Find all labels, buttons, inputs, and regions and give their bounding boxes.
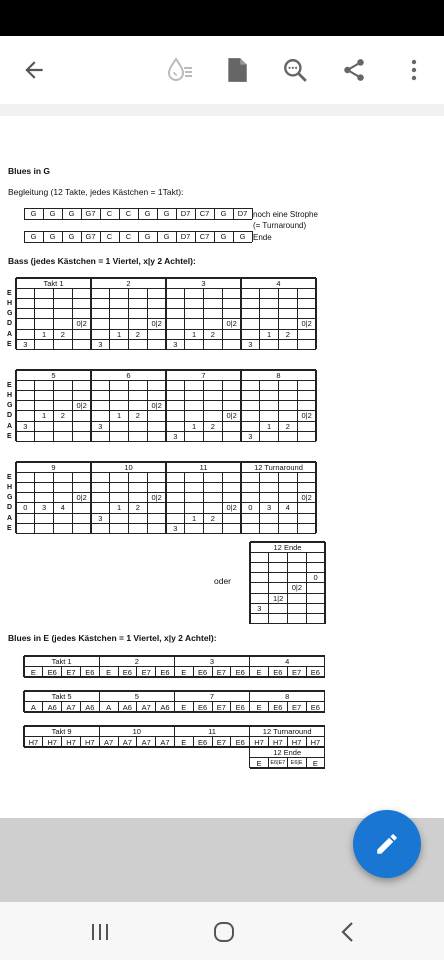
bass-row-1-note: 3	[248, 339, 253, 349]
bass-row-2-vline	[278, 380, 279, 441]
bass-row-1-string-label: D	[7, 320, 13, 328]
bass-row-2-note: 2	[135, 411, 140, 421]
bass-row-1-measure-label: Takt 1	[43, 278, 64, 288]
bass-row-3-measure-label: 9	[51, 462, 56, 472]
bass-row-1-vline	[278, 288, 279, 349]
bass-row-1-note: 0|2	[301, 319, 312, 329]
bass-row-2-note: 2	[60, 411, 65, 421]
e-row-1-cell: E7	[141, 667, 151, 677]
bass-row-2-measure-label: 6	[126, 370, 131, 380]
bass-row-1-note: 2	[60, 329, 65, 339]
e-ende-cell: E	[312, 759, 318, 768]
chord-row-1-cell: G	[68, 209, 75, 218]
bass-row-2-string-label: H	[7, 391, 13, 399]
e-row-2-measure-label: 5	[134, 691, 139, 701]
bass-row-3-measure-label: 12 Turnaround	[254, 462, 303, 472]
e-row-2-cell: A	[30, 702, 36, 712]
bass-row-1-note: 3	[23, 339, 28, 349]
bass-row-2-note: 1	[42, 411, 47, 421]
bass-row-1-note: 1	[117, 329, 122, 339]
bass-row-2-note: 0|2	[226, 411, 237, 421]
e-row-2-cell: E6	[273, 702, 283, 712]
chord-row-2-cell: G	[68, 232, 75, 241]
bass-row-1-note: 1	[267, 329, 272, 339]
bass-row-3-measure-label: 10	[124, 462, 133, 472]
bass-row-1-vline	[165, 278, 166, 349]
e-row-3-measure-label: 12 Turnaround	[262, 726, 312, 736]
e-row-2-cell: E6	[310, 702, 320, 712]
e-row-3-cell: H7	[254, 737, 264, 747]
bass-row-1-note: 3	[173, 339, 178, 349]
chord-row-1-cell: G	[144, 209, 151, 218]
bass-row-1-string-label: E	[7, 340, 12, 348]
ende-grid-note: 1|2	[272, 593, 284, 603]
bass-row-2-note: 2	[285, 421, 290, 431]
chord-row-1-cell: C	[106, 209, 113, 218]
share-icon[interactable]	[334, 50, 374, 90]
bass-row-1-vline	[240, 278, 241, 349]
arrow-left-icon[interactable]	[14, 50, 54, 90]
bass-row-2-vline	[203, 380, 204, 441]
bass-row-2-string-label: D	[7, 412, 13, 420]
e-row-3-cell: H7	[310, 737, 321, 747]
chord-row-2-cell: C	[106, 232, 113, 241]
chord-row-1-cell: C7	[199, 209, 210, 218]
e-ende-label: 12 Ende	[273, 747, 302, 757]
bass-row-2-note: 3	[98, 421, 103, 431]
bass-row-3-note: 3	[98, 513, 103, 523]
bass-row-1-vline	[90, 278, 91, 349]
bass-row-2-note: 3	[23, 421, 28, 431]
chord-row-2-cell: G	[49, 232, 56, 241]
e-row-1-cell: E	[256, 667, 262, 677]
chord-row-2-cell: G	[144, 232, 151, 241]
e-row-2-cell: A6	[85, 702, 95, 712]
bass-row-3-vline	[90, 462, 91, 533]
bass-row-1-note: 2	[135, 329, 140, 339]
bass-row-1-measure-label: 3	[201, 278, 206, 288]
ende-grid-vline	[268, 552, 269, 623]
bass-row-3-string-label: D	[7, 504, 13, 512]
e-row-3-cell: H7	[272, 737, 283, 747]
bass-row-2-string-label: E	[7, 432, 12, 440]
bass-row-2-vline	[165, 370, 166, 441]
bass-row-1-string-label: A	[7, 330, 13, 338]
bass-row-2-vline	[315, 370, 316, 441]
e-row-1-cell: E	[30, 667, 36, 677]
bass-row-3-note: 3	[42, 503, 47, 513]
e-row-2-cell: A7	[66, 702, 76, 712]
bass-row-2-note: 3	[173, 431, 178, 441]
chord-row-2-cell: G	[163, 232, 170, 241]
e-row-1-cell: E7	[216, 667, 226, 677]
reading-mode-icon[interactable]	[160, 50, 200, 90]
bass-row-2-vline	[15, 370, 16, 441]
chord-row-1-cell: C	[125, 209, 132, 218]
bass-row-3-vline	[203, 472, 204, 533]
e-row-3-cell: E	[181, 737, 187, 747]
bass-row-2-vline	[240, 370, 241, 441]
pdf-page	[0, 116, 444, 818]
bass-row-3-note: 0	[248, 503, 253, 513]
e-row-3-cell: A7	[160, 737, 170, 747]
bass-row-1-note: 1	[192, 329, 197, 339]
pencil-icon	[374, 831, 400, 857]
e-row-1-cell: E6	[310, 667, 320, 677]
bass-row-2-vline	[90, 370, 91, 441]
e-row-3-cell: H7	[47, 737, 57, 747]
e-row-1-cell: E6	[235, 667, 245, 677]
e-row-1-cell: E6	[85, 667, 95, 677]
chord-row-1-cell: G7	[85, 209, 96, 218]
document-icon[interactable]	[217, 50, 257, 90]
bass-row-3-vline	[165, 462, 166, 533]
e-row-3-cell: E7	[216, 737, 226, 747]
bass-row-3-note: 4	[285, 503, 290, 513]
bass-row-3-note: 0	[23, 503, 28, 513]
e-row-1-measure-label: 2	[134, 656, 139, 666]
bass-row-3-string-label: H	[7, 483, 13, 491]
e-row-2-cell: E7	[291, 702, 302, 712]
e-row-1-cell: E6	[160, 667, 170, 677]
bass-row-3-note: 2	[135, 503, 140, 513]
bass-row-2-measure-label: 5	[51, 370, 56, 380]
e-row-2-cell: A6	[122, 702, 132, 712]
bass-row-2-note: 0|2	[151, 401, 162, 411]
e-row-2-cell: A	[106, 702, 112, 712]
ende-grid-label: 12 Ende	[273, 542, 302, 552]
bass-row-2-note: 0|2	[301, 411, 312, 421]
chord-row-2-cell: C	[125, 232, 132, 241]
chord-row-2-cell: D7	[180, 232, 191, 241]
e-ende-cell: E	[256, 759, 262, 768]
e-row-2-cell: E7	[216, 702, 226, 712]
bass-row-2-string-label: E	[7, 381, 12, 389]
bass-row-2-note: 0|2	[76, 401, 87, 411]
ende-grid-note: 0|2	[291, 583, 303, 593]
bass-row-1-vline	[53, 288, 54, 349]
e-row-3-measure-label: 10	[132, 726, 141, 736]
e-row-3-measure-label: 11	[208, 726, 216, 736]
bass-row-1-vline	[203, 288, 204, 349]
bass-row-3-note: 0|2	[226, 503, 237, 513]
chord-row-2-cell: G	[30, 232, 37, 241]
back-icon[interactable]	[328, 916, 368, 948]
e-row-2-measure-label: Takt 5	[51, 691, 72, 701]
bass-row-1-note: 0|2	[76, 319, 87, 329]
e-row-1-cell: E6	[197, 667, 208, 677]
ende-grid-note: 3	[257, 603, 262, 613]
viewer-toolbar	[0, 36, 444, 104]
recent-apps-icon[interactable]	[80, 916, 120, 948]
bass-row-1-note: 2	[210, 329, 215, 339]
e-row-3-cell: H7	[291, 737, 302, 747]
bass-row-3-note: 1	[192, 513, 197, 523]
chord-row-1-cell: D7	[180, 209, 191, 218]
bass-row-3-measure-label: 11	[199, 462, 208, 472]
bass-row-1-string-label: H	[7, 299, 13, 307]
e-row-1-cell: E6	[273, 667, 283, 677]
bass-row-3-note: 2	[210, 513, 215, 523]
e-row-1-measure-label: Takt 1	[51, 656, 72, 666]
chord-row-2-cell: C7	[199, 232, 210, 241]
bass-row-2-measure-label: 7	[201, 370, 206, 380]
e-row-3-cell: A7	[122, 737, 132, 747]
e-row-2-measure-label: 7	[209, 691, 215, 701]
bass-row-3-string-label: E	[7, 473, 12, 481]
bass-row-1-note: 0|2	[151, 319, 162, 329]
e-row-2-cell: E	[181, 702, 187, 712]
bass-label: Bass (jedes Kästchen = 1 Viertel, x|y 2 Achtel):	[8, 256, 196, 266]
bass-row-1-note: 1	[42, 329, 47, 339]
chord-row-2-cell: G	[239, 232, 246, 241]
bass-row-2-measure-label: 8	[276, 370, 281, 380]
e-row-1-cell: E7	[66, 667, 76, 677]
bass-row-3-vline	[15, 462, 16, 533]
bass-row-1-vline	[315, 278, 316, 349]
bass-row-3-string-label: G	[7, 494, 13, 502]
e-row-2-cell: E6	[197, 702, 208, 712]
chord-row-1-cell: G	[49, 209, 56, 218]
bass-row-2-string-label: G	[7, 402, 13, 410]
bass-row-2-note: 1	[192, 421, 197, 431]
chord-row-2-cell: G7	[85, 232, 96, 241]
bass-row-2-note: 1	[267, 421, 272, 431]
bass-row-3-note: 4	[60, 503, 65, 513]
e-row-3-cell: H7	[28, 737, 39, 747]
e-row-3-cell: E6	[197, 737, 208, 747]
e-row-1-cell: E6	[122, 667, 132, 677]
bass-row-1-measure-label: 2	[126, 278, 131, 288]
e-row-1-cell: E6	[47, 667, 57, 677]
chord-row-1-cell: G	[163, 209, 170, 218]
e-row-3-cell: E6	[235, 737, 245, 747]
more-vert-icon[interactable]	[394, 50, 434, 90]
bass-row-2-note: 3	[248, 431, 253, 441]
bass-row-1-note: 2	[285, 329, 290, 339]
bass-row-3-note: 3	[267, 503, 272, 513]
e-row-2-cell: E6	[235, 702, 245, 712]
e-row-3-cell: H7	[66, 737, 76, 747]
bass-row-1-vline	[128, 288, 129, 349]
e-row-1-cell: E	[106, 667, 112, 677]
e-row-2-cell: E	[256, 702, 262, 712]
e-row-3-cell: H7	[84, 737, 95, 747]
ende-grid-vline	[324, 542, 325, 624]
bass-row-1-string-label: G	[7, 310, 13, 318]
e-row-3-measure-label: Takt 9	[51, 726, 72, 736]
e-row-2-measure-label: 8	[285, 691, 290, 701]
ende-grid-note: 0	[313, 573, 318, 583]
blues-e-label: Blues in E (jedes Kästchen = 1 Viertel, x|y 2 Achtel):	[8, 633, 217, 643]
chord-row-2-cell: G	[220, 232, 227, 241]
bass-row-3-note: 0|2	[76, 493, 87, 503]
oder-label: oder	[214, 576, 232, 586]
e-row-2-cell: A6	[160, 702, 170, 712]
chord-row-1-cell: G	[30, 209, 37, 218]
e-row-3-cell: A7	[141, 737, 151, 747]
search-icon[interactable]	[275, 50, 315, 90]
bass-row-1-measure-label: 4	[276, 278, 281, 288]
bass-row-1-string-label: E	[7, 289, 12, 297]
e-row-3-cell: A7	[103, 737, 114, 747]
bass-row-3-string-label: E	[7, 524, 12, 532]
edit-fab[interactable]	[353, 810, 421, 878]
bass-row-3-note: 0|2	[301, 493, 312, 503]
status-bar	[0, 0, 444, 36]
e-ende-cell: E6|E7	[270, 760, 286, 766]
chord-row-1-cell: D7	[237, 209, 248, 218]
viewer-gap	[0, 104, 444, 116]
bass-row-3-note: 0|2	[151, 493, 162, 503]
system-nav-bar	[0, 902, 444, 960]
e-ende-cell: E6|E	[290, 760, 303, 766]
begleitung-label: Begleitung (12 Takte, jedes Kästchen = 1Takt):	[8, 187, 184, 197]
bass-row-2-note: 2	[210, 421, 215, 431]
e-row-2-cell: A7	[141, 702, 151, 712]
e-row-1-cell: E7	[291, 667, 302, 677]
bass-row-2-string-label: A	[7, 422, 13, 430]
bass-row-3-note: 1	[117, 503, 122, 513]
bass-row-3-string-label: A	[7, 514, 13, 522]
chord-row-1-cell: G	[220, 209, 227, 218]
home-icon[interactable]	[204, 916, 244, 948]
chords-row2-note: Ende	[253, 233, 272, 242]
chords-row1-note: noch eine Strophe	[253, 210, 318, 219]
bass-row-1-note: 0|2	[226, 319, 237, 329]
e-row-1-cell: E	[181, 667, 187, 677]
bass-row-1-vline	[15, 278, 16, 349]
e-row-2-cell: A6	[47, 702, 57, 712]
e-row-1-measure-label: 4	[285, 656, 290, 666]
bass-row-3-vline	[240, 462, 241, 533]
doc-title: Blues in G	[8, 166, 51, 176]
bass-row-1-note: 3	[98, 339, 103, 349]
chords-row1-note2: (= Turnaround)	[253, 221, 307, 230]
bass-row-3-note: 3	[173, 523, 178, 533]
e-row-1-measure-label: 3	[209, 656, 215, 666]
bass-row-2-note: 1	[117, 411, 122, 421]
